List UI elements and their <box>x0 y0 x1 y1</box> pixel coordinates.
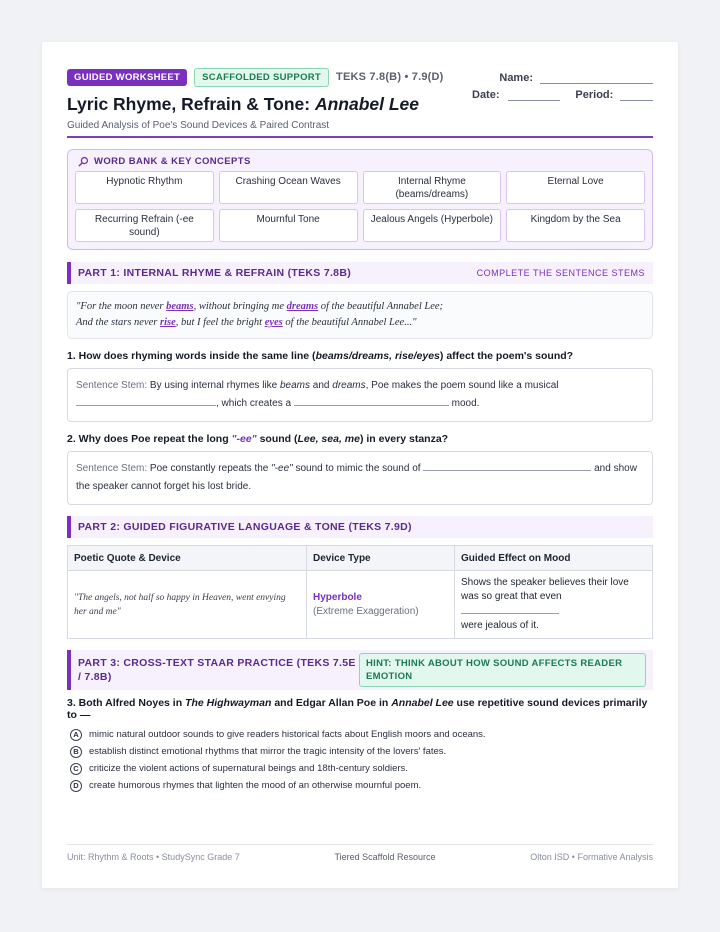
q3-title: Annabel Lee <box>391 697 454 709</box>
answer-choice-b[interactable] <box>67 743 653 760</box>
q1-examples: beams/dreams, rise/eyes <box>315 350 440 362</box>
stem-text: sound to mimic the sound of <box>292 463 421 474</box>
device-type-description: (Extreme Exaggeration) <box>313 605 419 617</box>
q2-sound: "-ee" <box>231 433 257 445</box>
stem-text: , which creates a <box>216 398 292 409</box>
excerpt-line-1 <box>76 299 644 315</box>
stem-text: "-ee" <box>271 463 293 474</box>
answer-blank[interactable] <box>423 461 591 471</box>
name-label: Name: <box>499 72 533 84</box>
search-icon <box>78 156 89 167</box>
word-bank-item: Eternal Love <box>506 171 645 204</box>
column-header: Poetic Quote & Device <box>68 546 307 571</box>
footer-district: Olton ISD • Formative Analysis <box>530 852 653 862</box>
q1-text: 1. How does rhyming words inside the same line ( <box>67 350 316 362</box>
stem-text: and <box>310 380 333 391</box>
title-poem: Annabel Lee <box>314 94 420 114</box>
column-header: Guided Effect on Mood <box>455 546 653 571</box>
poem-excerpt <box>67 291 653 339</box>
q2-text: sound ( <box>256 433 298 445</box>
q2-text: ) in every stanza? <box>359 433 449 445</box>
rhyme-highlight: beams <box>166 301 194 312</box>
effect-text: Shows the speaker believes their love was so great that even <box>461 577 629 602</box>
q3-text: 3. Both Alfred Noyes in <box>67 697 186 709</box>
page-subtitle: Guided Analysis of Poe's Sound Devices & Paired Contrast <box>67 120 330 131</box>
excerpt-text: And the stars never <box>76 317 160 328</box>
date-label: Date: <box>472 89 500 101</box>
word-bank-title <box>78 156 645 167</box>
device-type-cell <box>307 571 455 639</box>
stem-text: and show <box>594 463 637 474</box>
page-footer <box>67 844 653 862</box>
title-main: Lyric Rhyme, Refrain & Tone: <box>67 94 315 114</box>
stem-text: , Poe makes the poem sound like a musical <box>365 380 559 391</box>
worksheet-page <box>42 42 678 888</box>
word-bank-item: Recurring Refrain (-ee sound) <box>75 209 214 242</box>
answer-choice-a[interactable] <box>67 726 653 743</box>
word-bank-item: Crashing Ocean Waves <box>219 171 358 204</box>
word-bank-item: Jealous Angels (Hyperbole) <box>363 209 502 242</box>
question-2 <box>67 433 653 445</box>
answer-blank[interactable] <box>461 604 559 614</box>
scaffolded-support-badge: SCAFFOLDED SUPPORT <box>194 68 329 87</box>
choice-bubble[interactable]: A <box>70 729 82 741</box>
answer-choice-c[interactable] <box>67 760 653 777</box>
answer-blank[interactable] <box>294 396 449 406</box>
column-header: Device Type <box>307 546 455 571</box>
sentence-stem-2 <box>67 451 653 505</box>
question-1 <box>67 350 653 362</box>
excerpt-text: , but I feel the bright <box>175 317 265 328</box>
part1-note: COMPLETE THE SENTENCE STEMS <box>476 268 645 278</box>
effect-text: were jealous of it. <box>461 620 539 631</box>
stem-label: Sentence Stem: <box>76 463 148 474</box>
part2-header <box>67 516 653 538</box>
answer-choice-d[interactable] <box>67 777 653 794</box>
choice-text: mimic natural outdoor sounds to give readers historical facts about English moors and oceans. <box>89 729 486 740</box>
word-bank <box>67 149 653 250</box>
word-bank-item: Hypnotic Rhythm <box>75 171 214 204</box>
teks-standards: TEKS 7.8(B) • 7.9(D) <box>336 71 444 83</box>
part3-title: PART 3: CROSS-TEXT STAAR PRACTICE (TEKS 7.5E / 7.8B) <box>78 657 356 683</box>
rhyme-highlight: dreams <box>286 301 319 312</box>
figurative-language-table <box>67 545 653 639</box>
word-bank-item: Mournful Tone <box>219 209 358 242</box>
stem-text: mood. <box>451 398 480 409</box>
guided-worksheet-badge: GUIDED WORKSHEET <box>67 69 187 86</box>
excerpt-line-2 <box>76 315 644 331</box>
stem-text: the speaker cannot forget his lost bride. <box>76 481 252 492</box>
word-bank-item: Internal Rhyme (beams/dreams) <box>363 171 502 204</box>
part1-title: PART 1: INTERNAL RHYME & REFRAIN (TEKS 7.8B) <box>78 267 351 279</box>
student-info-block <box>473 67 653 101</box>
excerpt-text: of the beautiful Annabel Lee..." <box>282 317 417 328</box>
rhyme-highlight: rise <box>160 317 176 328</box>
table-header-row <box>68 546 653 571</box>
footer-unit: Unit: Rhythm & Roots • StudySync Grade 7 <box>67 852 240 862</box>
excerpt-text: of the beautiful Annabel Lee; <box>318 301 444 312</box>
rhyme-highlight: eyes <box>264 317 283 328</box>
q3-text: use repetitive sound devices primarily to — <box>67 697 648 721</box>
sentence-stem-1 <box>67 368 653 422</box>
stem-text: dreams <box>332 380 366 391</box>
period-label: Period: <box>575 89 614 101</box>
answer-choices <box>67 726 653 794</box>
effect-on-mood-cell <box>455 571 653 639</box>
worksheet-header <box>67 68 653 138</box>
part1-header <box>67 262 653 284</box>
stem-text: Poe constantly repeats the <box>147 463 272 474</box>
part3-header <box>67 650 653 690</box>
word-bank-heading: WORD BANK & KEY CONCEPTS <box>94 156 251 167</box>
poetic-quote-cell: "The angels, not half so happy in Heaven, went envying her and me" <box>68 571 307 639</box>
choice-bubble[interactable]: B <box>70 746 82 758</box>
choice-bubble[interactable]: D <box>70 780 82 792</box>
choice-text: establish distinct emotional rhythms that mirror the tragic intensity of the lovers' fates. <box>89 746 447 757</box>
hint-badge: HINT: THINK ABOUT HOW SOUND AFFECTS READER EMOTION <box>359 653 646 687</box>
word-bank-item: Kingdom by the Sea <box>506 209 645 242</box>
choice-text: create humorous rhymes that lighten the mood of an otherwise mournful poem. <box>89 780 422 791</box>
choice-bubble[interactable]: C <box>70 763 82 775</box>
table-row <box>68 571 653 639</box>
q2-text: 2. Why does Poe repeat the long <box>67 433 232 445</box>
question-3 <box>67 697 653 721</box>
device-type: Hyperbole <box>313 591 362 603</box>
period-field[interactable] <box>620 92 653 101</box>
q1-text: ) affect the poem's sound? <box>439 350 574 362</box>
q3-text: and Edgar Allan Poe in <box>271 697 392 709</box>
answer-blank[interactable] <box>76 396 216 406</box>
stem-text: By using internal rhymes like <box>147 380 280 391</box>
footer-resource: Tiered Scaffold Resource <box>334 852 436 862</box>
choice-text: criticize the violent actions of supernatural beings and 18th-century soldiers. <box>89 763 408 774</box>
q2-examples: Lee, sea, me <box>297 433 360 445</box>
date-field[interactable] <box>508 92 561 101</box>
excerpt-text: , without bringing me <box>193 301 287 312</box>
name-field[interactable] <box>540 75 653 84</box>
part2-title: PART 2: GUIDED FIGURATIVE LANGUAGE & TONE (TEKS 7.9D) <box>78 521 412 533</box>
stem-text: beams <box>280 380 311 391</box>
stem-label: Sentence Stem: <box>76 380 148 391</box>
q3-title: The Highwayman <box>185 697 272 709</box>
excerpt-text: "For the moon never <box>76 301 167 312</box>
